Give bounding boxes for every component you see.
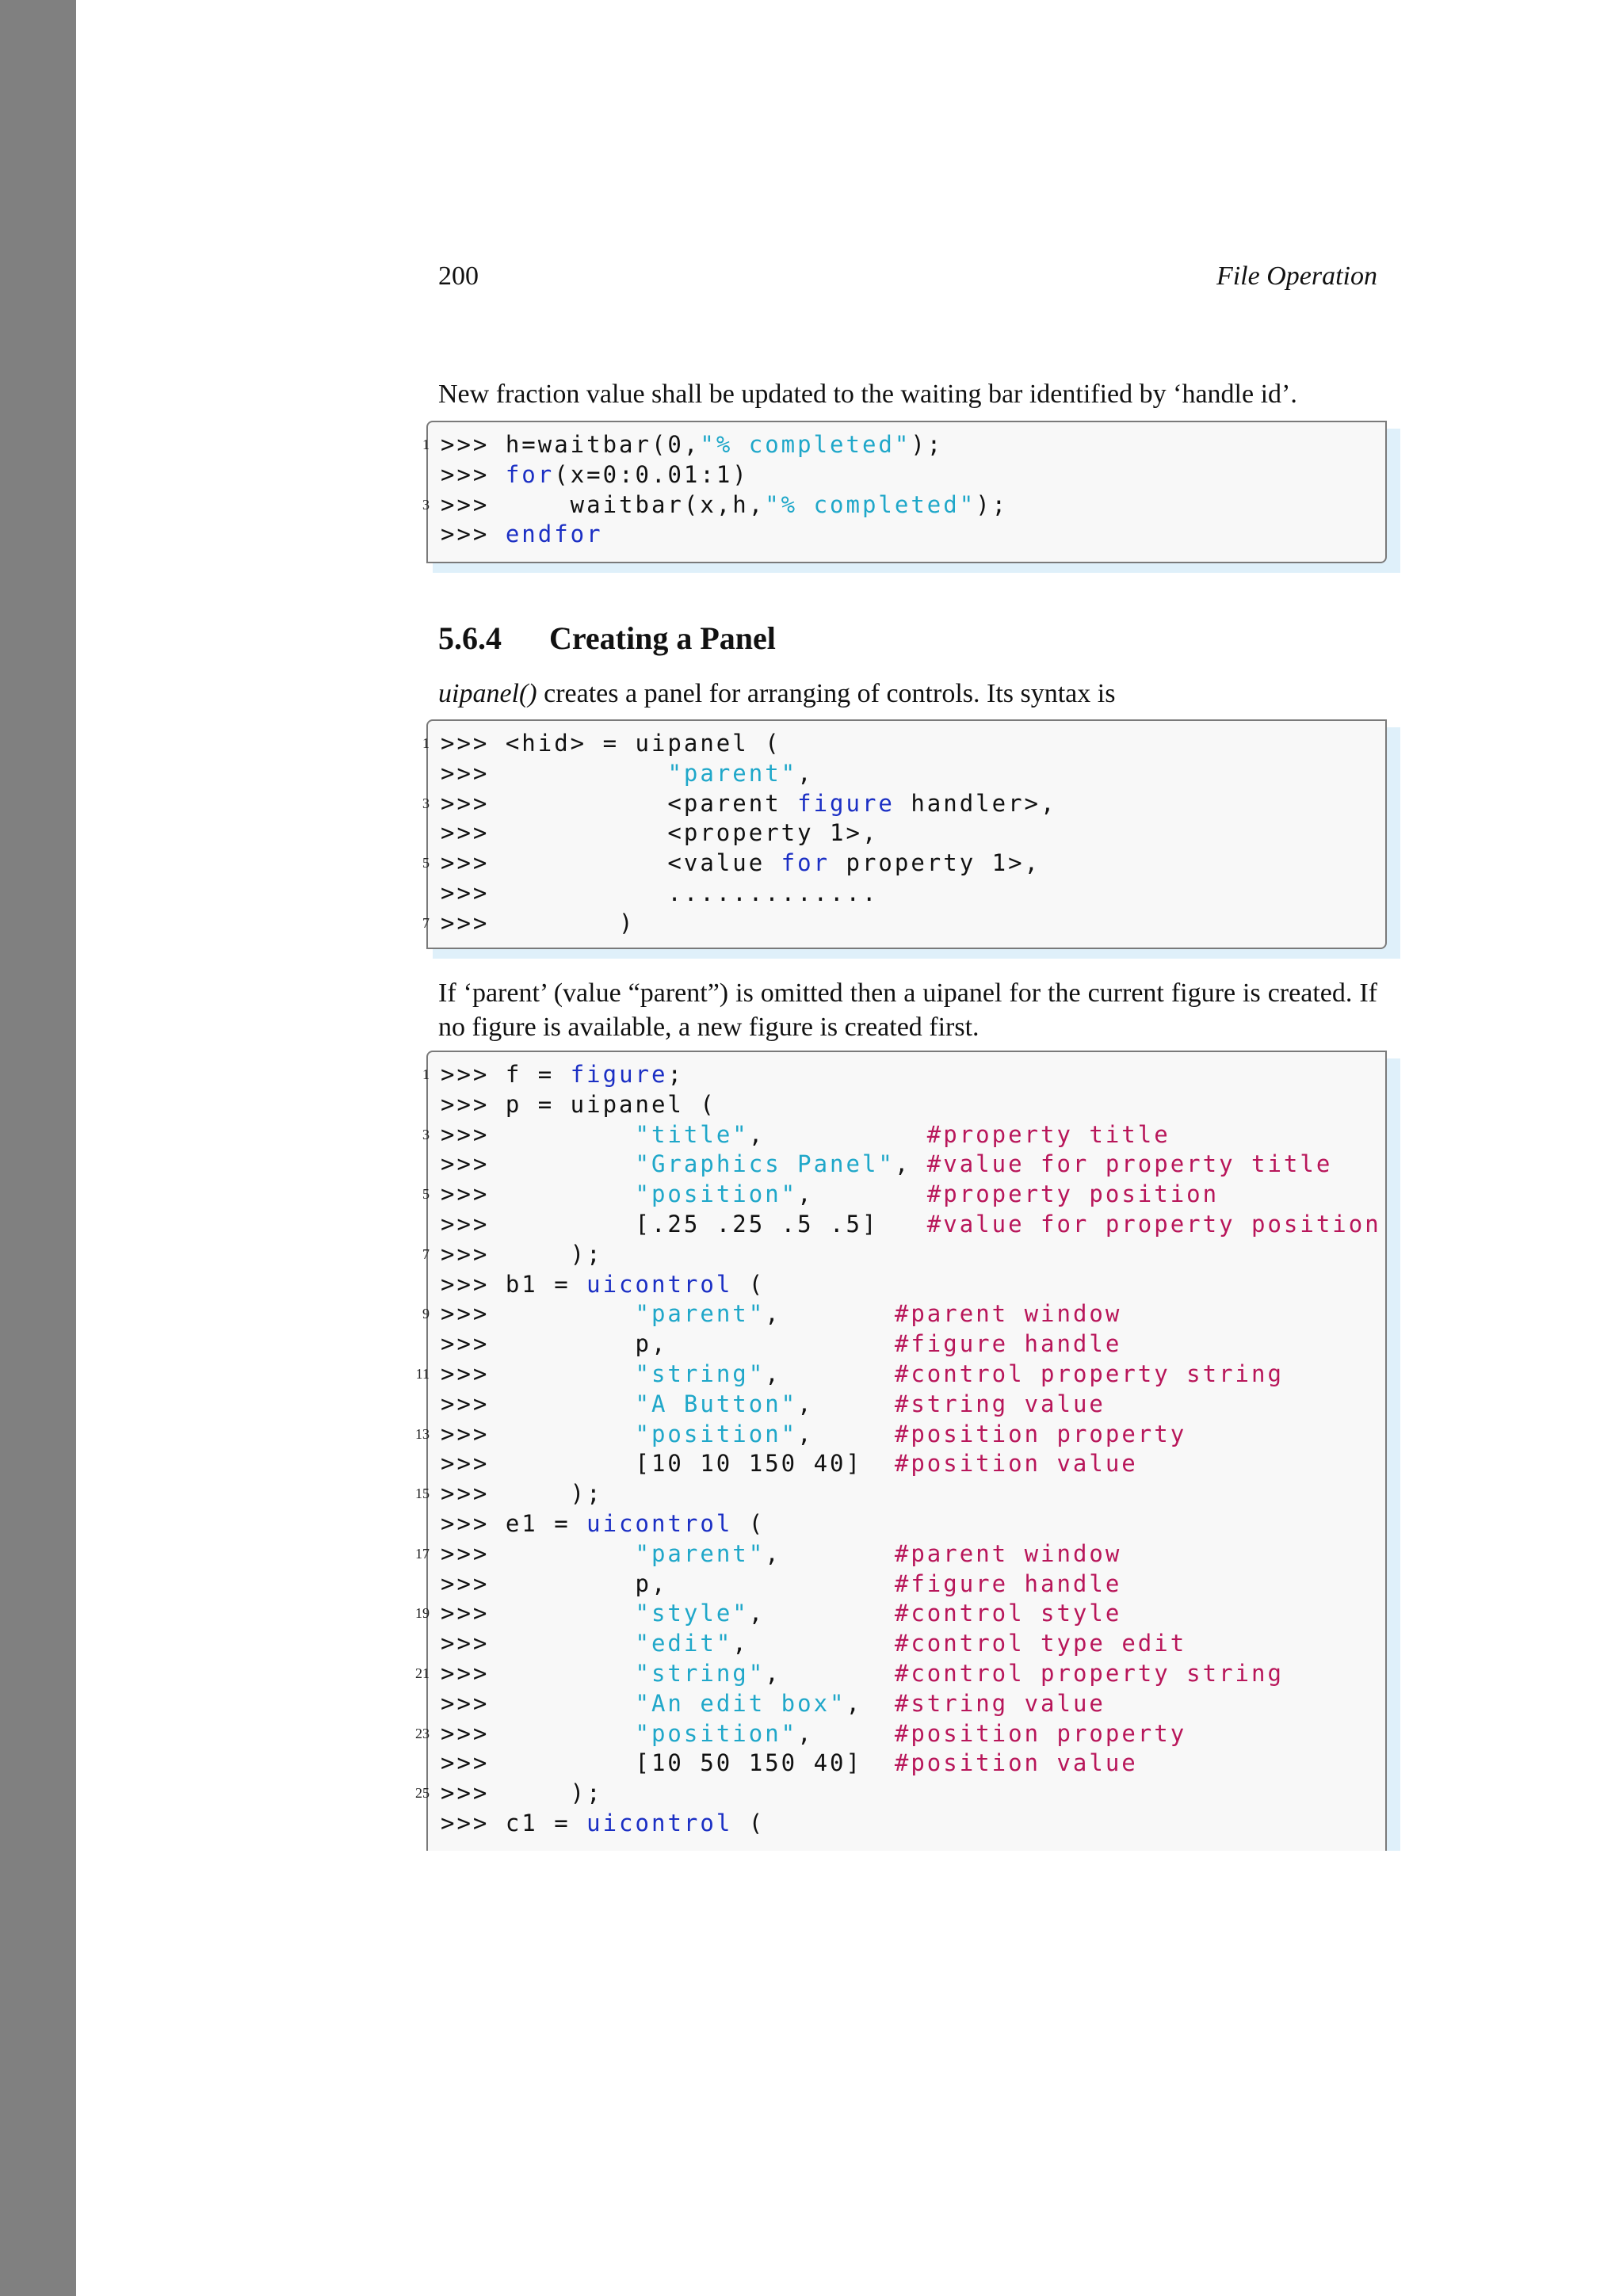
- code-line: [441, 1509, 1381, 1539]
- code-line: [415, 1719, 1381, 1749]
- code-string: "edit": [635, 1630, 733, 1657]
- code-string: "string": [635, 1360, 766, 1387]
- code-block-waitbar: [422, 421, 1387, 563]
- code-text: >>> [10 50 150 40]: [441, 1749, 895, 1777]
- line-number: 7: [422, 914, 430, 931]
- code-string: "position": [635, 1180, 798, 1208]
- code-comment: #control property string: [894, 1360, 1284, 1387]
- line-number: 13: [415, 1425, 430, 1442]
- function-name: uipanel(): [438, 679, 537, 708]
- code-text: (: [732, 1809, 766, 1836]
- code-comment: #position property: [894, 1719, 1187, 1747]
- code-text: handler>,: [894, 789, 1057, 817]
- code-text: ,: [797, 1390, 895, 1417]
- code-line: [441, 818, 1056, 849]
- code-line: [441, 460, 1008, 490]
- code-comment: #position value: [894, 1749, 1138, 1777]
- code-comment: #control style: [894, 1600, 1122, 1627]
- paragraph-text: creates a panel for arranging of controls. Its syntax is: [537, 679, 1116, 708]
- code-text: >>> p,: [441, 1330, 895, 1358]
- page-number: 200: [438, 261, 479, 291]
- code-comment: #parent window: [894, 1539, 1122, 1567]
- line-number: 1: [422, 735, 430, 751]
- code-line: [422, 430, 1008, 460]
- code-string: "parent": [635, 1300, 766, 1328]
- line-number: 19: [415, 1605, 430, 1622]
- code-text: ;: [667, 1061, 684, 1088]
- code-line: [441, 759, 1056, 789]
- code-text: >>>: [441, 1689, 636, 1717]
- code-line: [422, 1299, 1381, 1329]
- code-line: [422, 729, 1056, 759]
- code-text: >>> <hid> = uipanel (: [441, 730, 781, 757]
- code-line: [441, 1689, 1381, 1719]
- code-line: [441, 1390, 1381, 1420]
- code-comment: #string value: [894, 1689, 1106, 1717]
- code-keyword: for: [781, 849, 831, 877]
- code-comment: #control type edit: [894, 1630, 1187, 1657]
- code-string: "% completed": [700, 431, 911, 458]
- code-text: ,: [765, 1659, 895, 1687]
- code-line: [415, 1779, 1381, 1809]
- section-number: 5.6.4: [438, 620, 502, 656]
- code-text: >>>: [441, 1630, 636, 1657]
- code-text: >>> p,: [441, 1569, 895, 1597]
- code-string: "An edit box": [635, 1689, 846, 1717]
- code-text: ,: [748, 1600, 895, 1627]
- line-number: 17: [415, 1545, 430, 1562]
- code-block-frame: [422, 421, 1387, 563]
- side-margin-bar: [0, 0, 76, 2296]
- code-text: >>>: [441, 460, 506, 488]
- code-line: [415, 1539, 1381, 1569]
- line-number: 5: [422, 1186, 430, 1203]
- code-lines: [422, 430, 1009, 550]
- code-text: >>>: [441, 1360, 636, 1387]
- code-text: (: [732, 1270, 766, 1298]
- code-text: >>>: [441, 1150, 636, 1178]
- line-number: 5: [422, 855, 430, 871]
- code-text: >>> .............: [441, 879, 879, 906]
- code-keyword: uicontrol: [586, 1270, 733, 1298]
- running-title: File Operation: [1216, 261, 1377, 291]
- code-text: ,: [846, 1689, 895, 1717]
- code-text: >>> [.25 .25 .5 .5]: [441, 1210, 927, 1238]
- code-text: ,: [797, 1420, 895, 1447]
- code-string: "A Button": [635, 1390, 798, 1417]
- code-line: [441, 879, 1056, 909]
- line-number: 25: [415, 1785, 430, 1802]
- code-text: >>>: [441, 1719, 636, 1747]
- code-comment: #value for property position: [926, 1210, 1381, 1238]
- code-text: );: [976, 490, 1009, 518]
- code-text: >>>: [441, 1420, 636, 1447]
- code-line: [422, 490, 1009, 521]
- code-keyword: figure: [797, 789, 895, 817]
- code-keyword: for: [505, 460, 555, 488]
- code-keyword: uicontrol: [586, 1509, 733, 1537]
- line-number: 23: [415, 1725, 430, 1741]
- code-text: ,: [797, 1180, 927, 1208]
- code-string: "string": [635, 1659, 766, 1687]
- code-text: ,: [732, 1630, 895, 1657]
- code-string: "Graphics Panel": [635, 1150, 895, 1178]
- code-line: [422, 909, 1056, 939]
- code-line: [422, 789, 1057, 819]
- code-keyword: figure: [570, 1061, 668, 1088]
- code-comment: #property position: [926, 1180, 1220, 1208]
- code-text: >>> ): [441, 909, 636, 936]
- line-number: 3: [422, 795, 430, 811]
- code-lines: [422, 729, 1057, 939]
- code-line: [441, 1210, 1381, 1240]
- line-number: 21: [415, 1665, 430, 1681]
- code-text: >>> );: [441, 1779, 603, 1807]
- code-string: "parent": [667, 759, 798, 787]
- line-number: 11: [415, 1365, 430, 1382]
- parent-paragraph: If ‘parent’ (value “parent”) is omitted then a uipanel for the current figure is created. If no figure is available, a new figure is created first.: [438, 978, 1377, 1042]
- code-text: >>>: [441, 1300, 636, 1328]
- code-text: >>> <property 1>,: [441, 819, 879, 847]
- code-text: >>> <parent: [441, 789, 798, 817]
- code-comment: #position property: [894, 1420, 1187, 1447]
- code-text: >>> b1 =: [441, 1270, 587, 1298]
- code-text: >>> [10 10 150 40]: [441, 1450, 895, 1478]
- code-text: >>>: [441, 521, 506, 548]
- line-number: 15: [415, 1486, 430, 1502]
- code-string: "style": [635, 1600, 749, 1627]
- code-comment: #property title: [926, 1120, 1170, 1148]
- code-string: "position": [635, 1420, 798, 1447]
- code-text: >>>: [441, 1120, 636, 1148]
- code-text: >>>: [441, 1600, 636, 1627]
- code-line: [441, 1449, 1381, 1479]
- code-text: ,: [765, 1539, 895, 1567]
- code-line: [441, 1270, 1381, 1300]
- code-keyword: uicontrol: [586, 1809, 733, 1836]
- code-comment: #string value: [894, 1390, 1106, 1417]
- code-line: [415, 1479, 1381, 1509]
- code-line: [415, 1360, 1381, 1390]
- code-block-uipanel-syntax: [422, 719, 1387, 949]
- code-lines: [415, 1060, 1381, 1839]
- code-text: (x=0:0.01:1): [554, 460, 749, 488]
- code-text: property 1>,: [830, 849, 1041, 877]
- code-line: [422, 1120, 1381, 1150]
- line-number: 1: [422, 1066, 430, 1082]
- line-number: 1: [422, 437, 430, 452]
- code-line: [441, 1329, 1381, 1360]
- code-line: [441, 1629, 1381, 1659]
- code-line: [422, 849, 1056, 879]
- code-text: >>>: [441, 1180, 636, 1208]
- code-string: "% completed": [765, 490, 976, 518]
- code-text: (: [732, 1509, 766, 1537]
- code-comment: #control property string: [894, 1659, 1284, 1687]
- code-text: >>> );: [441, 1240, 603, 1268]
- code-text: >>> c1 =: [441, 1809, 587, 1836]
- line-number: 7: [422, 1245, 430, 1262]
- intro-paragraph: New fraction value shall be updated to the waiting bar identified by ‘handle id’.: [438, 379, 1297, 409]
- code-text: >>> f =: [441, 1061, 571, 1088]
- line-number: 9: [422, 1306, 430, 1322]
- uipanel-paragraph: [438, 677, 1377, 711]
- code-text: >>> p = uipanel (: [441, 1090, 716, 1118]
- code-line: [441, 1809, 1381, 1839]
- code-text: >>>: [441, 759, 668, 787]
- code-line: [415, 1420, 1381, 1450]
- code-line: [422, 1180, 1381, 1210]
- code-line: [441, 1749, 1381, 1779]
- line-number: 3: [422, 1126, 430, 1142]
- code-text: ,: [765, 1300, 895, 1328]
- code-text: ,: [797, 1719, 895, 1747]
- code-text: ,: [748, 1120, 927, 1148]
- code-text: >>>: [441, 1659, 636, 1687]
- code-string: "parent": [635, 1539, 766, 1567]
- line-number: 3: [422, 496, 430, 513]
- code-text: >>> );: [441, 1480, 603, 1508]
- code-text: >>> <value: [441, 849, 781, 877]
- section-title: Creating a Panel: [549, 620, 776, 656]
- code-text: >>> waitbar(x,h,: [441, 490, 766, 518]
- code-line: [415, 1599, 1381, 1629]
- code-text: ,: [765, 1360, 895, 1387]
- code-comment: #position value: [894, 1450, 1138, 1478]
- code-line: [441, 1150, 1381, 1180]
- code-text: >>> h=waitbar(0,: [441, 431, 701, 458]
- code-line: [441, 1090, 1381, 1120]
- code-text: >>>: [441, 1539, 636, 1567]
- code-line: [415, 1659, 1381, 1689]
- code-line: [441, 520, 1008, 550]
- section-heading: [438, 620, 776, 657]
- code-line: [422, 1060, 1381, 1090]
- code-block-frame: [422, 719, 1387, 949]
- code-keyword: endfor: [505, 521, 603, 548]
- code-string: "title": [635, 1120, 749, 1148]
- code-text: ,: [894, 1150, 927, 1178]
- code-block-frame: [415, 1051, 1387, 1851]
- code-comment: #figure handle: [894, 1330, 1122, 1358]
- code-text: >>>: [441, 1390, 636, 1417]
- code-block-uipanel-example: [415, 1051, 1387, 1851]
- code-text: );: [911, 431, 944, 458]
- code-comment: #parent window: [894, 1300, 1122, 1328]
- code-string: "position": [635, 1719, 798, 1747]
- code-comment: #figure handle: [894, 1569, 1122, 1597]
- code-line: [441, 1569, 1381, 1600]
- code-comment: #value for property title: [926, 1150, 1333, 1178]
- code-line: [422, 1240, 1381, 1270]
- code-text: >>> e1 =: [441, 1509, 587, 1537]
- code-text: ,: [797, 759, 814, 787]
